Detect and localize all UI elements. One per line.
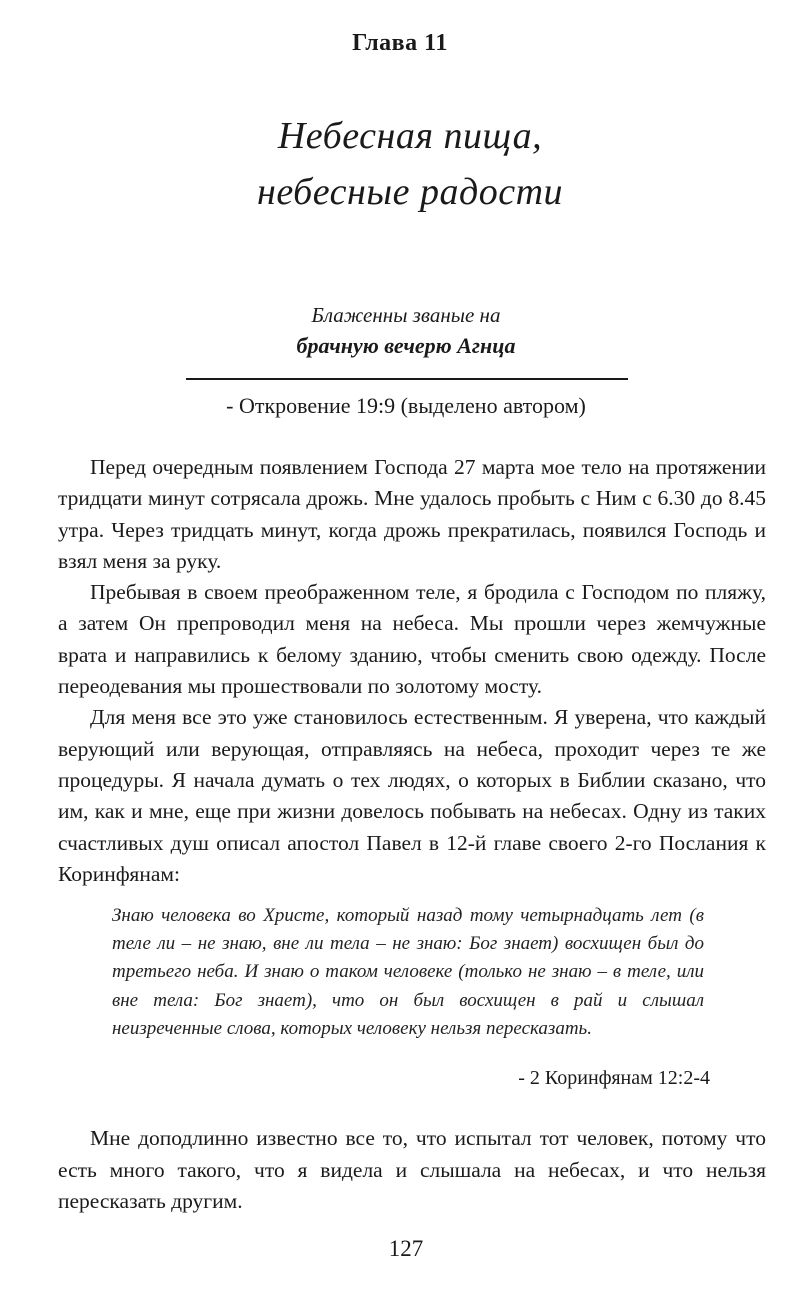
chapter-title-line-2: небесные радости <box>256 171 564 213</box>
body-text <box>58 452 766 890</box>
scripture-quote-source: - 2 Коринфянам 12:2-4 <box>518 1067 710 1089</box>
epigraph-line-1: Блаженны званые на <box>311 303 501 327</box>
chapter-title-line-1: Небесная пища, <box>277 115 543 157</box>
chapter-label: Глава 11 <box>352 30 448 56</box>
epigraph <box>0 300 800 362</box>
body-paragraph: Для меня все это уже становилось естественным. Я уверена, что каждый верующий или верующая, отправляясь на небеса, проходит через те же процедуры. Я начала думать о тех людях, о которых в Библии сказано, что им, как и мне, еще при жизни довелось побывать на небесах. Одну из таких счастливых душ описал апостол Павел в 12-й главе своего 2-го Послания к Коринфянам: <box>58 705 766 886</box>
epigraph-line-2: брачную вечерю Агнца <box>296 333 516 358</box>
epigraph-divider <box>186 378 628 380</box>
scripture-quote: Знаю человека во Христе, который назад тому четырнадцать лет (в теле ли – не знаю, вне ли тела – не знаю: Бог знает) восхищен был до третьего неба. И знаю о таком человеке (только не знаю – в теле, или вне тела: Бог знает), что он был восхищен в рай и слышал неизреченные слова, которых человеку нельзя пересказать. <box>112 905 704 1039</box>
body-paragraph: Пребывая в своем преображенном теле, я бродила с Господом по пляжу, а затем Он препроводил меня на небеса. Мы прошли через жемчужные врата и направились к белому зданию, чтобы сменить свою одежду. После переодевания мы прошествовали по золотому мосту. <box>58 580 766 699</box>
page-number: 127 <box>388 1236 424 1261</box>
epigraph-source: - Откровение 19:9 (выделено автором) <box>226 393 586 418</box>
closing-text <box>58 1123 766 1218</box>
chapter-title <box>0 108 800 220</box>
body-paragraph: Перед очередным появлением Господа 27 марта мое тело на протяжении тридцати минут сотрясала дрожь. Мне удалось пробыть с Ним с 6.30 до 8.45 утра. Через тридцать минут, когда дрожь прекратилась, появился Господь и взял меня за руку. <box>58 455 766 573</box>
closing-paragraph: Мне доподлинно известно все то, что испытал тот человек, потому что есть много такого, что я видела и слышала на небесах, и что нельзя пересказать другим. <box>58 1126 766 1213</box>
